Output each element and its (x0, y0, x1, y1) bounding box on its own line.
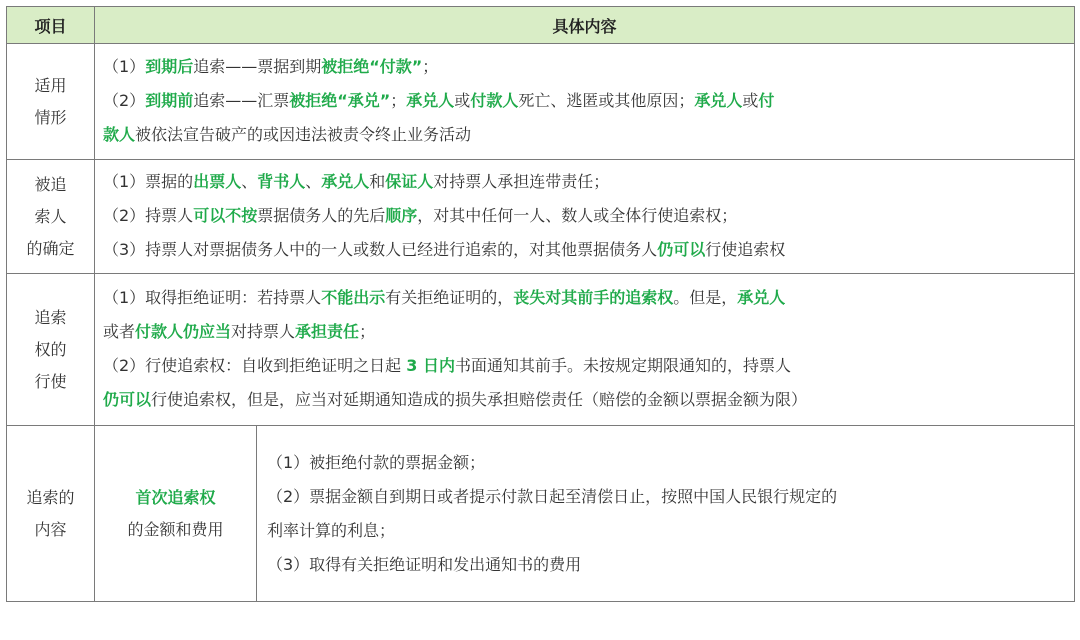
body-text: 死亡、逃匿或其他原因； (518, 90, 695, 110)
row-label-line: 行使 (34, 371, 67, 391)
content-line (103, 281, 1066, 315)
highlight-text: 3 日内 (406, 355, 455, 375)
content-line (103, 233, 1066, 267)
content-line (103, 315, 1066, 349)
highlight-text: 被拒绝“付款” (321, 56, 423, 76)
content-line (103, 383, 1066, 417)
sub-content-line: （3）取得有关拒绝证明和发出通知书的费用 (267, 554, 582, 574)
header-content: 具体内容 (95, 7, 1075, 44)
body-text: 、 (241, 171, 258, 191)
body-text: （1）票据的 (103, 171, 194, 191)
body-text: 行使追索权，但是，应当对延期通知造成的损失承担赔偿责任（赔偿的金额以票据金额为限） (151, 389, 808, 409)
sub-content-cell (257, 426, 1075, 602)
highlight-text: 付款人仍应当 (135, 321, 232, 341)
row-label-applicable (7, 44, 95, 160)
body-text: 票据债务人的先后 (257, 205, 386, 225)
row-recourse-targets (7, 160, 1075, 274)
sub-label-green: 首次追索权 (135, 487, 216, 507)
content-line (103, 199, 1066, 233)
sub-content-line: （1）被拒绝付款的票据金额； (267, 452, 486, 472)
row-label-recourse-content (7, 426, 95, 602)
highlight-text: 出票人 (193, 171, 242, 191)
row-label-targets (7, 160, 95, 274)
highlight-text: 付款人 (470, 90, 519, 110)
row-applicable-situations (7, 44, 1075, 160)
highlight-text: 仍可以 (103, 389, 152, 409)
row-content-targets (95, 160, 1075, 274)
row-content-exercise (95, 274, 1075, 426)
row-label-line: 内容 (34, 519, 67, 539)
recourse-table-container (6, 6, 1074, 632)
body-text: ； (422, 56, 439, 76)
header-item: 项目 (7, 7, 95, 44)
row-label-line: 索人 (34, 206, 67, 226)
highlight-text: 承兑人 (737, 287, 786, 307)
row-label-exercise (7, 274, 95, 426)
body-text: 被依法宣告破产的或因违法被责令终止业务活动 (135, 124, 472, 144)
highlight-text: 款人 (103, 124, 136, 144)
highlight-text: 仍可以 (657, 239, 706, 259)
body-text: （1） (103, 56, 146, 76)
body-text: 追索——票据到期 (193, 56, 322, 76)
body-text: ； (390, 90, 407, 110)
body-text: 有关拒绝证明的， (385, 287, 514, 307)
sub-content-line: （2）票据金额自到期日或者提示付款日起至清偿日止，按照中国人民银行规定的 (267, 486, 838, 506)
highlight-text: 可以不按 (193, 205, 258, 225)
sub-content-line: 利率计算的利息； (267, 520, 396, 540)
highlight-text: 保证人 (385, 171, 434, 191)
recourse-table (6, 6, 1075, 602)
body-text: （1）取得拒绝证明：若持票人 (103, 287, 322, 307)
highlight-text: 到期前 (145, 90, 194, 110)
body-text: 或 (742, 90, 759, 110)
body-text: ，对其中任何一人、数人或全体行使追索权； (417, 205, 738, 225)
body-text: 行使追索权 (705, 239, 786, 259)
row-label-line: 情形 (34, 107, 67, 127)
highlight-text: 承兑人 (694, 90, 743, 110)
body-text: 和 (369, 171, 386, 191)
table-header-row (7, 7, 1075, 44)
content-line (103, 84, 1066, 118)
row-recourse-content (7, 426, 1075, 602)
content-line (103, 118, 1066, 152)
content-line (103, 349, 1066, 383)
body-text: （3）持票人对票据债务人中的一人或数人已经进行追索的，对其他票据债务人 (103, 239, 658, 259)
row-label-line: 被追 (34, 174, 67, 194)
body-text: 对持票人 (231, 321, 296, 341)
highlight-text: 付 (758, 90, 775, 110)
body-text: （2）行使追索权：自收到拒绝证明之日起 (103, 355, 407, 375)
highlight-text: 背书人 (257, 171, 306, 191)
highlight-text: 承兑人 (406, 90, 455, 110)
body-text: 。但是， (673, 287, 738, 307)
highlight-text: 承担责任 (295, 321, 360, 341)
row-label-line: 权的 (34, 339, 67, 359)
body-text: 对持票人承担连带责任； (433, 171, 610, 191)
body-text: 或者 (103, 321, 136, 341)
row-recourse-exercise (7, 274, 1075, 426)
body-text: （2） (103, 90, 146, 110)
row-label-line: 追索的 (26, 487, 75, 507)
row-label-line: 追索 (34, 307, 67, 327)
body-text: （2）持票人 (103, 205, 194, 225)
highlight-text: 不能出示 (321, 287, 386, 307)
sub-label-text: 的金额和费用 (127, 519, 224, 539)
content-line (103, 165, 1066, 199)
highlight-text: 顺序 (385, 205, 418, 225)
highlight-text: 被拒绝“承兑” (289, 90, 391, 110)
highlight-text: 到期后 (145, 56, 194, 76)
row-content-applicable (95, 44, 1075, 160)
row-label-line: 的确定 (26, 238, 75, 258)
content-line (103, 50, 1066, 84)
body-text: 追索——汇票 (193, 90, 290, 110)
body-text: ； (359, 321, 376, 341)
body-text: 书面通知其前手。未按规定期限通知的，持票人 (455, 355, 792, 375)
body-text: 、 (305, 171, 322, 191)
highlight-text: 丧失对其前手的追索权 (513, 287, 674, 307)
body-text: 或 (454, 90, 471, 110)
row-label-line: 适用 (34, 75, 67, 95)
sub-label-cell (95, 426, 257, 602)
highlight-text: 承兑人 (321, 171, 370, 191)
